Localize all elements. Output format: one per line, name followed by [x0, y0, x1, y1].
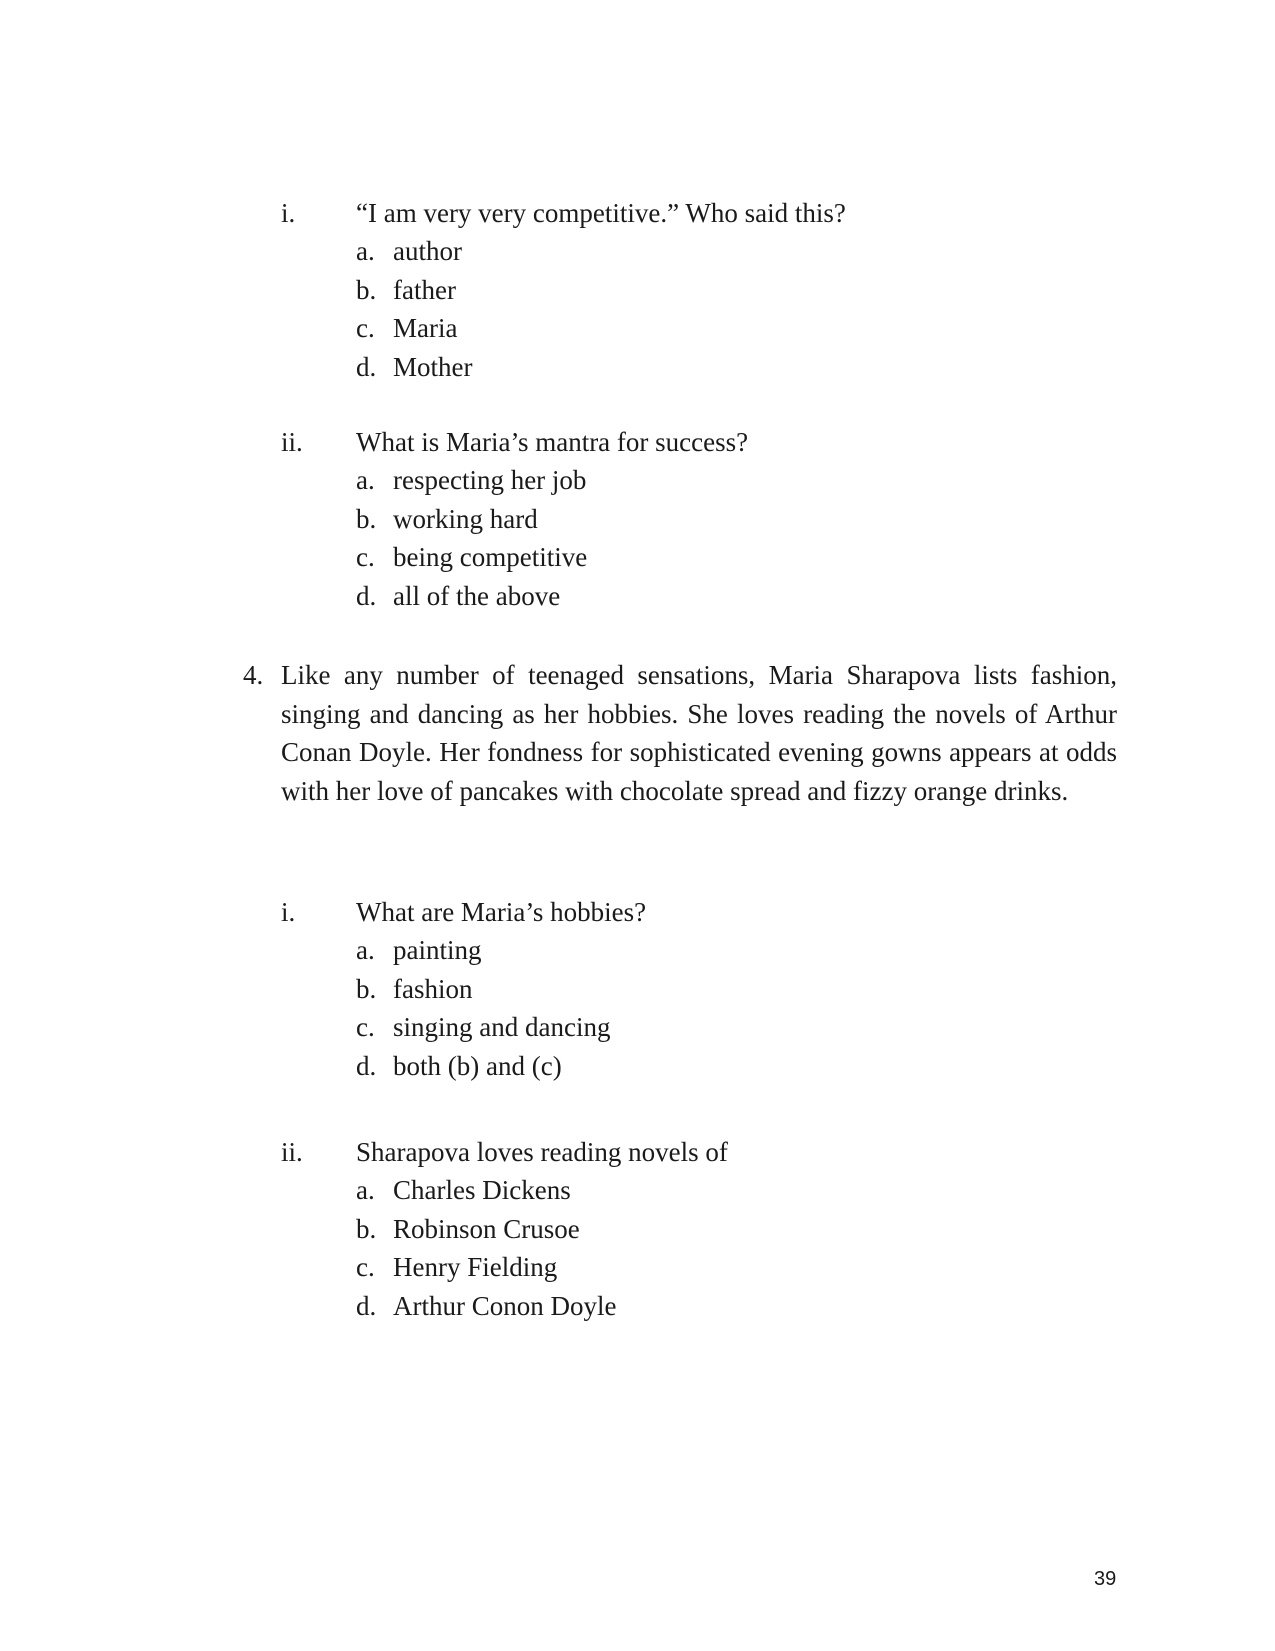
- option-letter: b.: [356, 274, 377, 305]
- option-letter: a.: [356, 935, 375, 965]
- question-text: What are Maria’s hobbies?: [356, 897, 647, 927]
- option-text: Maria: [393, 313, 458, 343]
- question-stem: [0, 194, 1275, 232]
- option-letter: b.: [356, 1213, 377, 1244]
- page-number: 39: [1094, 1568, 1117, 1590]
- option-text: singing and dancing: [393, 1012, 611, 1042]
- option-letter: c.: [356, 1252, 375, 1282]
- question-text: What is Maria’s mantra for success?: [356, 427, 749, 457]
- option-letter: b.: [356, 973, 377, 1004]
- option-letter: d.: [356, 1290, 377, 1321]
- option-letter: c.: [356, 1012, 375, 1042]
- option-letter: a.: [356, 1175, 375, 1205]
- option-letter: b.: [356, 503, 377, 534]
- question-text: Sharapova loves reading novels of: [356, 1137, 728, 1167]
- option-item: [0, 461, 1275, 500]
- question-stem: [0, 423, 1275, 461]
- question-4-ii: [0, 1133, 1275, 1325]
- option-item: [0, 538, 1275, 577]
- option-letter: d.: [356, 351, 377, 382]
- option-item: [0, 1210, 1275, 1249]
- option-text: Charles Dickens: [393, 1175, 571, 1205]
- passage-text: Like any number of teenaged sensations, Maria Sharapova lists fashion, singing and dancing as her hobbies. She loves reading the novels of Arthur Conan Doyle. Her fondness for sophisticated evening gowns appears at odds with her love of pancakes with chocolate spread and fizzy orange drinks.: [281, 660, 1117, 806]
- option-letter: a.: [356, 465, 375, 495]
- option-item: [0, 1248, 1275, 1287]
- option-item: [0, 500, 1275, 539]
- option-item: [0, 577, 1275, 616]
- question-3-i: [0, 194, 1275, 386]
- question-stem: [0, 893, 1275, 931]
- option-text: both (b) and (c): [393, 1050, 562, 1081]
- option-letter: a.: [356, 236, 375, 266]
- option-text: respecting her job: [393, 465, 587, 495]
- option-text: painting: [393, 935, 482, 965]
- option-item: [0, 1008, 1275, 1047]
- option-letter: d.: [356, 1050, 377, 1081]
- option-item: [0, 348, 1275, 387]
- option-item: [0, 271, 1275, 310]
- question-numeral: i.: [281, 897, 296, 927]
- option-item: [0, 970, 1275, 1009]
- question-3-ii: [0, 423, 1275, 615]
- question-text: “I am very very competitive.” Who said this?: [356, 198, 846, 228]
- option-text: author: [393, 236, 462, 266]
- question-stem: [0, 1133, 1275, 1171]
- option-text: Robinson Crusoe: [393, 1213, 580, 1244]
- option-text: Mother: [393, 351, 473, 382]
- question-numeral: ii.: [281, 1137, 303, 1167]
- option-letter: c.: [356, 542, 375, 572]
- option-item: [0, 309, 1275, 348]
- option-text: all of the above: [393, 580, 561, 611]
- option-text: being competitive: [393, 542, 588, 572]
- option-item: [0, 1047, 1275, 1086]
- option-item: [0, 1287, 1275, 1326]
- option-text: Arthur Conon Doyle: [393, 1290, 617, 1321]
- option-text: working hard: [393, 503, 538, 534]
- option-letter: c.: [356, 313, 375, 343]
- question-4-i: [0, 893, 1275, 1085]
- option-text: Henry Fielding: [393, 1252, 558, 1282]
- option-item: [0, 1171, 1275, 1210]
- passage-number: 4.: [243, 660, 264, 690]
- option-item: [0, 931, 1275, 970]
- option-text: father: [393, 274, 456, 305]
- option-letter: d.: [356, 580, 377, 611]
- option-text: fashion: [393, 973, 473, 1004]
- option-item: [0, 232, 1275, 271]
- question-numeral: ii.: [281, 427, 303, 457]
- question-numeral: i.: [281, 198, 296, 228]
